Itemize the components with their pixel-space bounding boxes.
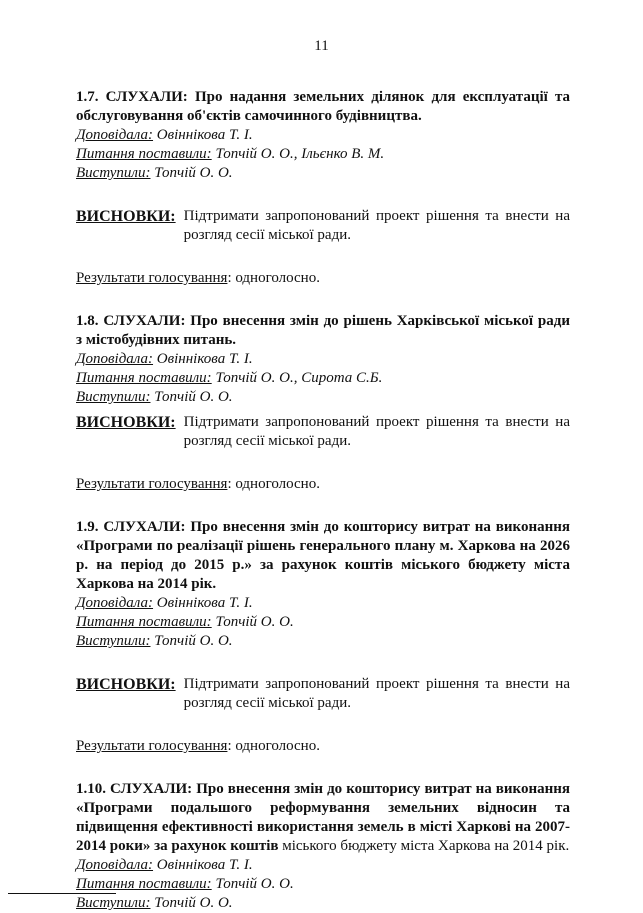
reporter-line <box>76 350 570 369</box>
reporter-label: Доповідала: <box>76 127 154 143</box>
conclusion-label: ВИСНОВКИ: <box>76 676 176 693</box>
vote-label: Результати голосування <box>76 738 228 754</box>
reporter-line <box>76 856 570 875</box>
reporter-name: Овіннікова Т. І. <box>156 127 253 143</box>
page-number: 11 <box>314 38 329 54</box>
speakers-line <box>76 164 570 183</box>
vote-label: Результати голосування <box>76 270 228 286</box>
agenda-item-1-10 <box>76 780 570 913</box>
questions-label: Питання поставили: <box>76 614 212 630</box>
questions-label: Питання поставили: <box>76 876 212 892</box>
conclusion-text: Підтримати запропонований проект рішення та внести на розгляд сесії міської ради. <box>183 208 570 243</box>
conclusion-block <box>76 413 570 451</box>
conclusion-text: Підтримати запропонований проект рішення та внести на розгляд сесії міської ради. <box>183 414 570 449</box>
reporter-name: Овіннікова Т. І. <box>156 857 253 873</box>
questions-line <box>76 613 570 632</box>
conclusion-label: ВИСНОВКИ: <box>76 208 176 225</box>
questions-label: Питання поставили: <box>76 370 212 386</box>
speakers-label: Виступили: <box>76 895 151 911</box>
conclusion-block <box>76 675 570 713</box>
vote-result <box>76 737 570 756</box>
reporter-name: Овіннікова Т. І. <box>156 595 253 611</box>
agenda-item-1-9 <box>76 518 570 756</box>
conclusion-text: Підтримати запропонований проект рішення та внести на розгляд сесії міської ради. <box>183 676 570 711</box>
agenda-heading: 1.9. СЛУХАЛИ: Про внесення змін до кошторису витрат на виконання «Програми по реалізації рішень генерального плану м. Харкова на 2026 р. на період до 2015 р.» за рахунок коштів міського бюджету міста Харкова на 2014 рік. <box>76 519 570 592</box>
speakers-label: Виступили: <box>76 633 151 649</box>
speakers-names: Топчій О. О. <box>154 895 233 911</box>
footnote-separator <box>8 893 116 894</box>
agenda-heading: 1.7. СЛУХАЛИ: Про надання земельних ділянок для експлуатації та обслуговування об'єктів самочинного будівництва. <box>76 89 570 124</box>
agenda-heading: 1.10. СЛУХАЛИ: Про внесення змін до кошторису витрат на виконання «Програми подальшого реформування земельних відносин та підвищення ефективності використання земель в місті Харкові на 2007-2014 роки» за рахунок коштів міського бюджету міста Харкова на 2014 рік. <box>76 781 570 854</box>
speakers-label: Виступили: <box>76 165 151 181</box>
questions-names: Топчій О. О. <box>215 876 294 892</box>
agenda-item-1-7 <box>76 88 570 288</box>
speakers-label: Виступили: <box>76 389 151 405</box>
agenda-item-1-8 <box>76 312 570 494</box>
speakers-names: Топчій О. О. <box>154 633 233 649</box>
questions-label: Питання поставили: <box>76 146 212 162</box>
reporter-line <box>76 126 570 145</box>
vote-value: : одноголосно. <box>227 738 320 754</box>
speakers-names: Топчій О. О. <box>154 165 233 181</box>
speakers-line <box>76 388 570 407</box>
agenda-heading: 1.8. СЛУХАЛИ: Про внесення змін до рішень Харківської міської ради з містобудівних питань. <box>76 313 570 348</box>
vote-label: Результати голосування <box>76 476 228 492</box>
speakers-line <box>76 632 570 651</box>
vote-value: : одноголосно. <box>227 476 320 492</box>
questions-line <box>76 875 570 894</box>
reporter-line <box>76 594 570 613</box>
vote-result <box>76 475 570 494</box>
reporter-label: Доповідала: <box>76 595 154 611</box>
reporter-name: Овіннікова Т. І. <box>156 351 253 367</box>
reporter-label: Доповідала: <box>76 351 154 367</box>
speakers-names: Топчій О. О. <box>154 389 233 405</box>
questions-line <box>76 369 570 388</box>
reporter-label: Доповідала: <box>76 857 154 873</box>
vote-value: : одноголосно. <box>227 270 320 286</box>
minutes-content <box>76 88 570 913</box>
questions-names: Топчій О. О., Сирота С.Б. <box>215 370 383 386</box>
questions-line <box>76 145 570 164</box>
conclusion-label: ВИСНОВКИ: <box>76 414 176 431</box>
vote-result <box>76 269 570 288</box>
questions-names: Топчій О. О., Ільєнко В. М. <box>215 146 385 162</box>
questions-names: Топчій О. О. <box>215 614 294 630</box>
conclusion-block <box>76 207 570 245</box>
